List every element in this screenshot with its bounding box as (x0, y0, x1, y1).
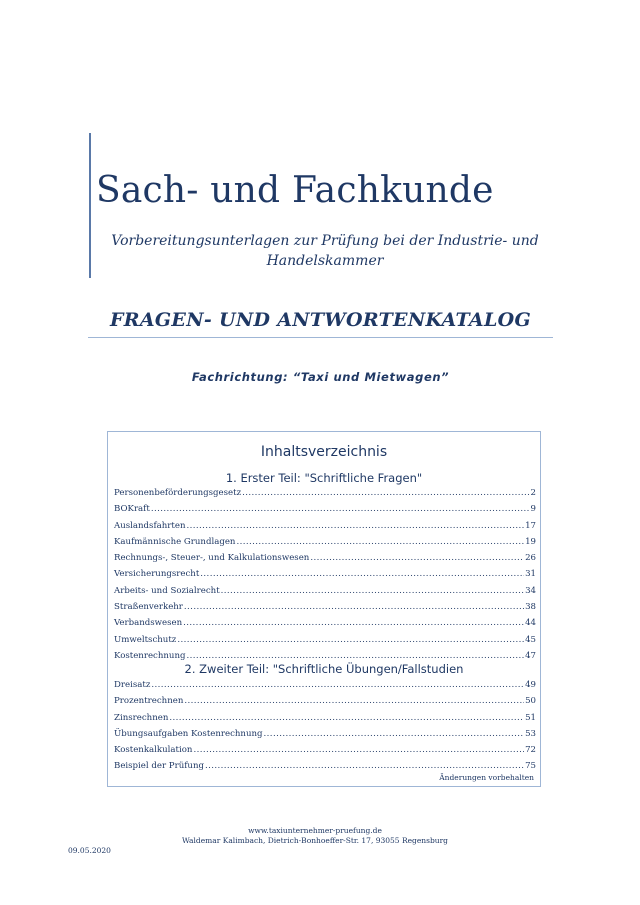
changes-reserved-note: Änderungen vorbehalten (439, 773, 534, 782)
toc-entry[interactable] (114, 696, 536, 712)
toc-entry-label: Dreisatz (114, 680, 151, 690)
toc-entry-label: BOKraft (114, 504, 150, 515)
toc-entry-label: Prozentrechnen (114, 696, 184, 707)
toc-entry-page: 2 (530, 488, 536, 498)
toc-entry[interactable] (114, 618, 536, 634)
toc-entry-label: Verbandswesen (114, 618, 183, 629)
title-accent-bar (89, 133, 91, 278)
toc-entry-label: Rechnungs-, Steuer-, und Kalkulationswesen (114, 553, 310, 564)
toc-heading: Inhaltsverzeichnis (260, 444, 388, 460)
toc-entry-page: 51 (525, 712, 536, 723)
toc-dot-leader (236, 537, 524, 547)
toc-dot-leader (310, 553, 524, 563)
toc-entry[interactable] (114, 635, 536, 651)
footer-website: www.taxiunternehmer-pruefung.de (248, 826, 382, 835)
toc-entry-label: Arbeits- und Sozialrecht (114, 585, 220, 596)
toc-entry-page: 31 (525, 569, 536, 580)
toc-dot-leader (184, 602, 524, 612)
toc-entry[interactable] (114, 569, 536, 585)
toc-entry[interactable] (114, 553, 536, 569)
footer-date: 09.05.2020 (68, 846, 111, 855)
table-of-contents (107, 431, 541, 787)
subtitle-line-2: Handelskammer (266, 253, 384, 269)
toc-dot-leader (205, 761, 524, 771)
toc-part2-title: 2. Zweiter Teil: "Schriftliche Übungen/Fallstudien (184, 662, 464, 676)
toc-dot-leader (184, 696, 524, 706)
catalog-title: FRAGEN- UND ANTWORTENKATALOG (109, 309, 532, 331)
toc-part1-title: 1. Erster Teil: "Schriftliche Fragen" (225, 471, 423, 485)
toc-entry[interactable] (114, 729, 536, 745)
toc-entry-label: Straßenverkehr (114, 602, 183, 613)
toc-entry-label: Kaufmännische Grundlagen (114, 536, 236, 547)
toc-entry-page: 19 (525, 536, 536, 547)
toc-entry[interactable] (114, 713, 536, 729)
toc-dot-leader (177, 635, 524, 645)
specialization-line: Fachrichtung: “Taxi und Mietwagen” (191, 370, 450, 384)
toc-dot-leader (193, 745, 524, 755)
toc-entry-page: 45 (525, 634, 536, 645)
toc-entry-label: Kostenrechnung (114, 650, 186, 661)
toc-dot-leader (242, 488, 529, 498)
toc-entry-page: 26 (525, 553, 536, 564)
toc-dot-leader (187, 521, 525, 531)
toc-entry-page: 72 (525, 745, 536, 756)
toc-part2-list (114, 680, 536, 778)
footer-address: Waldemar Kalimbach, Dietrich-Bonhoeffer-Str. 17, 93055 Regensburg (182, 836, 448, 845)
toc-entry-page: 75 (525, 761, 536, 772)
toc-entry-label: Umweltschutz (114, 634, 177, 645)
toc-dot-leader (200, 569, 524, 579)
toc-entry-page: 17 (525, 520, 536, 531)
toc-entry-page: 49 (525, 680, 536, 690)
toc-dot-leader (169, 713, 524, 723)
toc-entry-label: Übungsaufgaben Kostenrechnung (114, 728, 263, 739)
toc-dot-leader (221, 586, 524, 596)
toc-entry-label: Beispiel der Prüfung (114, 761, 204, 772)
toc-entry-page: 9 (530, 504, 536, 515)
document-title: Sach- und Fachkunde (96, 170, 494, 211)
toc-dot-leader (187, 651, 525, 661)
toc-dot-leader (264, 729, 525, 739)
toc-entry-page: 47 (525, 650, 536, 661)
toc-entry[interactable] (114, 586, 536, 602)
toc-entry-label: Auslandsfahrten (114, 520, 186, 531)
toc-entry[interactable] (114, 602, 536, 618)
document-subtitle (110, 231, 540, 271)
toc-entry[interactable] (114, 504, 536, 520)
toc-entry-page: 38 (525, 602, 536, 613)
toc-entry-label: Personenbeförderungsgesetz (114, 488, 242, 498)
toc-entry-page: 44 (525, 618, 536, 629)
toc-entry-label: Zinsrechnen (114, 712, 169, 723)
toc-entry[interactable] (114, 537, 536, 553)
toc-entry[interactable] (114, 521, 536, 537)
toc-entry-label: Versicherungsrecht (114, 569, 200, 580)
toc-entry-label: Kostenkalkulation (114, 745, 193, 756)
catalog-divider (88, 337, 553, 338)
toc-dot-leader (151, 680, 524, 690)
toc-entry-page: 53 (525, 728, 536, 739)
toc-dot-leader (183, 618, 524, 628)
toc-part1-list (114, 488, 536, 667)
toc-dot-leader (151, 504, 530, 514)
toc-entry[interactable] (114, 488, 536, 504)
toc-entry-page: 34 (525, 585, 536, 596)
toc-entry[interactable] (114, 680, 536, 696)
toc-entry[interactable] (114, 745, 536, 761)
subtitle-line-1: Vorbereitungsunterlagen zur Prüfung bei der Industrie- und (111, 233, 539, 249)
toc-entry-page: 50 (525, 696, 536, 707)
